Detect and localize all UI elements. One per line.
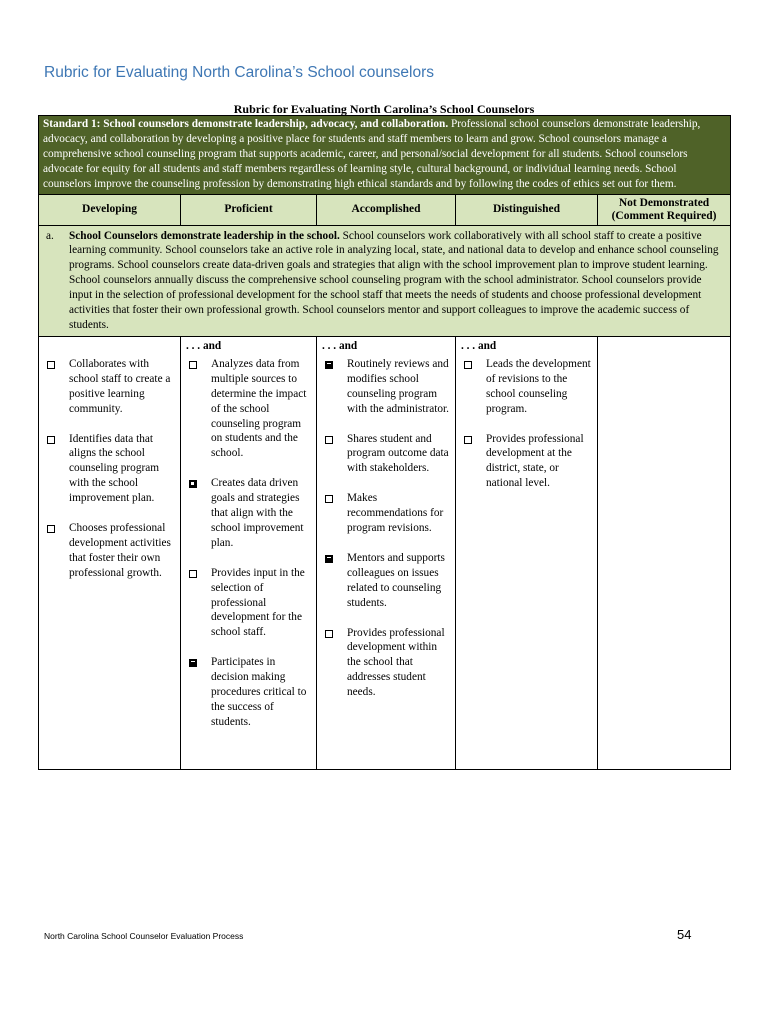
- developing-item: [39, 521, 176, 581]
- checkbox[interactable]: [189, 361, 197, 369]
- proficient-item: [181, 476, 312, 551]
- checkbox[interactable]: [47, 436, 55, 444]
- item-text: Creates data driven goals and strategies that align with the school improvement plan.: [211, 477, 304, 549]
- and-label: . . . and: [322, 339, 358, 352]
- footer-title: North Carolina School Counselor Evaluation Process: [44, 931, 244, 941]
- checkbox[interactable]: [325, 361, 333, 369]
- item-text: Provides professional development within the school that addresses student needs.: [347, 626, 445, 699]
- element-letter: a.: [46, 229, 54, 242]
- checkbox[interactable]: [464, 361, 472, 369]
- element-text-block: [69, 229, 726, 333]
- standard-text: Professional school counselors demonstrate leadership, advocacy, and collaboration by developing a positive place for students and staff members to learn and grow. School counselors manage a comprehensive school counseling program that supports academic, career, and personal/social development for all students. School counselors advocate for equity for all students and staff members regardless of learning style, cultural background, or individual learning needs. School counselors improve the counseling profession by demonstrating high ethical standards and by following the codes of ethics set out for them.: [43, 118, 701, 190]
- checkbox[interactable]: [325, 495, 333, 503]
- header-not-demonstrated: Not Demonstrated (Comment Required): [598, 194, 731, 225]
- document-heading: Rubric for Evaluating North Carolina’s School counselors: [44, 64, 434, 81]
- checkbox[interactable]: [47, 525, 55, 533]
- not-demonstrated-cell[interactable]: [598, 336, 731, 769]
- rubric-body-row: [39, 336, 731, 769]
- checkbox[interactable]: [189, 480, 197, 488]
- checkbox[interactable]: [464, 436, 472, 444]
- header-proficient: Proficient: [181, 194, 317, 225]
- header-distinguished: Distinguished: [456, 194, 598, 225]
- item-text: Routinely reviews and modifies school counseling program with the administrator.: [347, 357, 449, 415]
- item-text: Provides input in the selection of professional development for the school staff.: [211, 566, 305, 639]
- proficient-item: [181, 566, 312, 641]
- element-title: School Counselors demonstrate leadership in the school.: [69, 229, 340, 242]
- header-developing: Developing: [39, 194, 181, 225]
- developing-item: [39, 357, 176, 417]
- item-text: Collaborates with school staff to create a positive learning community.: [69, 357, 171, 415]
- checkbox[interactable]: [325, 436, 333, 444]
- item-text: Analyzes data from multiple sources to determine the impact of the school counseling program on students and the school.: [211, 357, 307, 460]
- distinguished-cell: [456, 336, 598, 769]
- item-text: Makes recommendations for program revisions.: [347, 492, 444, 535]
- rubric-table: [38, 115, 731, 770]
- item-text: Identifies data that aligns the school counseling program with the school improvement plan.: [69, 432, 160, 505]
- proficient-item: [181, 357, 312, 461]
- checkbox[interactable]: [47, 361, 55, 369]
- item-text: Provides professional development at the district, state, or national level.: [486, 432, 584, 490]
- proficient-cell: [181, 336, 317, 769]
- page-number: 54: [677, 927, 692, 942]
- developing-item: [39, 432, 176, 507]
- accomplished-item: [317, 432, 451, 477]
- item-text: Mentors and supports colleagues on issues related to counseling students.: [347, 551, 445, 609]
- table-title: Rubric for Evaluating North Carolina’s School Counselors: [233, 102, 535, 116]
- item-text: Chooses professional development activities that foster their own professional growth.: [69, 522, 171, 579]
- header-accomplished: Accomplished: [317, 194, 456, 225]
- item-text: Leads the development of revisions to the school counseling program.: [486, 357, 591, 415]
- developing-cell: [39, 336, 181, 769]
- and-label: . . . and: [186, 339, 222, 352]
- element-text: School counselors work collaboratively with all school staff to create a positive learning community. School counselors take an active role in analyzing local, state, and national data to develop and enhance school counseling programs. School counselors create data-driven goals and strategies that align with the school improvement plan to improve student learning. School counselors annually discuss the comprehensive school counseling program with the school administrator. School counselors provide input in the selection of professional development for the school staff that meets the needs of students and choose professional development activities that foster their own professional growth. School counselors mentor and support colleagues to improve the academic success of students.: [69, 229, 719, 331]
- item-text: Participates in decision making procedures critical to the success of students.: [211, 656, 307, 728]
- distinguished-item: [456, 432, 593, 492]
- standard-label: Standard 1: School counselors demonstrate leadership, advocacy, and collaboration.: [43, 118, 449, 130]
- accomplished-item: [317, 357, 451, 417]
- accomplished-item: [317, 626, 451, 701]
- item-text: Shares student and program outcome data with stakeholders.: [347, 432, 449, 475]
- and-label: . . . and: [461, 339, 497, 352]
- checkbox[interactable]: [189, 659, 197, 667]
- proficient-item: [181, 655, 312, 730]
- standard-description: [39, 116, 731, 195]
- accomplished-cell: [317, 336, 456, 769]
- checkbox[interactable]: [189, 570, 197, 578]
- distinguished-item: [456, 357, 593, 417]
- checkbox[interactable]: [325, 630, 333, 638]
- checkbox[interactable]: [325, 555, 333, 563]
- accomplished-item: [317, 491, 451, 536]
- element-description: [39, 225, 731, 336]
- accomplished-item: [317, 551, 451, 611]
- rating-header-row: [39, 194, 731, 225]
